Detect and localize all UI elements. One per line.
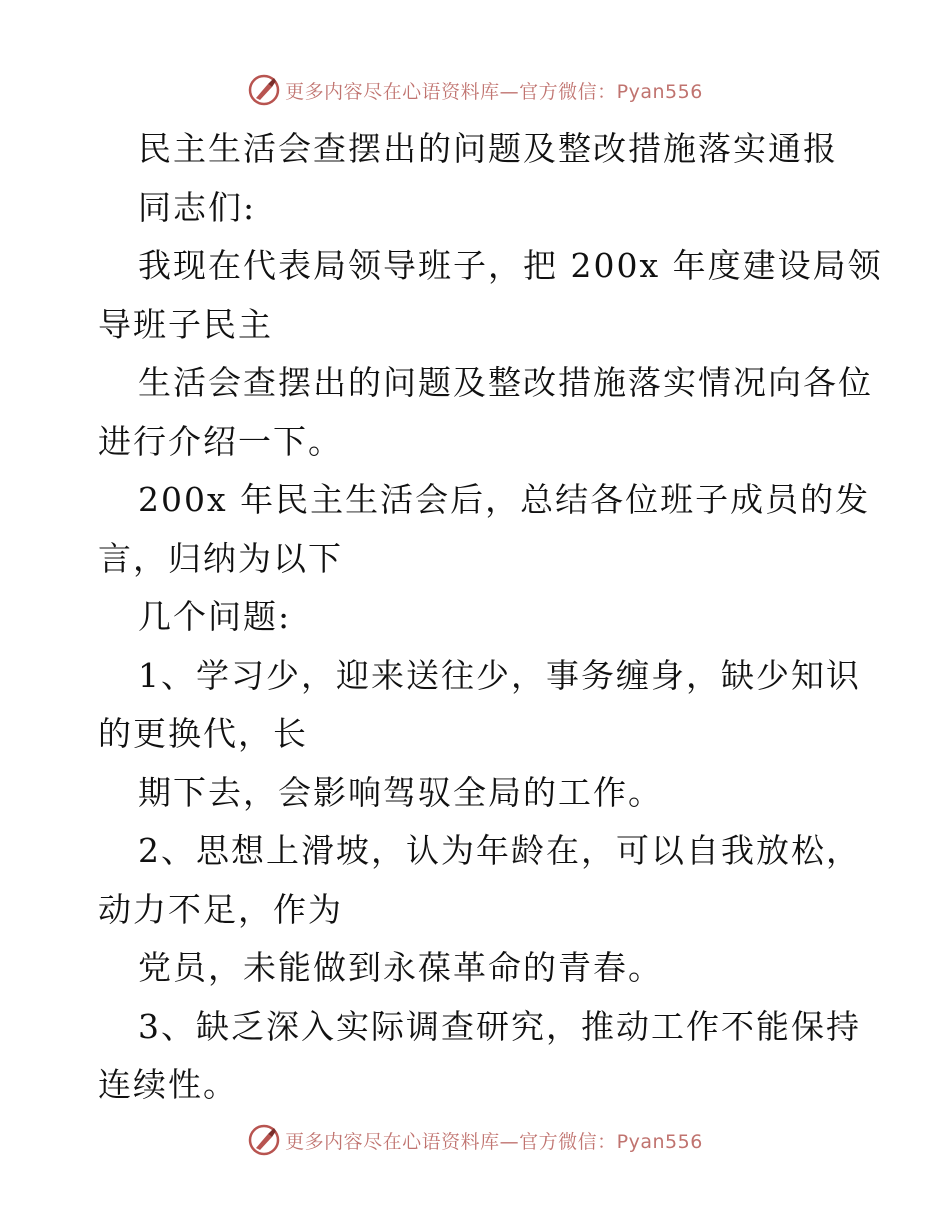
text-line: 民主生活会查摆出的问题及整改措施落实通报 (138, 129, 838, 168)
text-line: 1、学习少，迎来送往少，事务缠身，缺少知识 (138, 655, 861, 695)
text-line: 2、思想上滑坡，认为年龄在，可以自我放松， (138, 831, 861, 870)
banner-text: 更多内容尽在心语资料库—官方微信：Pyan556 (285, 1130, 703, 1153)
text-line: 连续性。 (98, 1065, 238, 1104)
text-line: 200x 年民主生活会后，总结各位班子成员的发 (138, 480, 871, 519)
document-body (98, 120, 883, 1115)
pen-logo-icon (247, 1123, 281, 1157)
header-banner (0, 70, 950, 110)
text-line: 导班子民主 (98, 304, 273, 344)
text-line: 进行介绍一下。 (98, 421, 343, 461)
text-line: 几个问题: (138, 597, 292, 636)
text-line: 同志们: (138, 187, 257, 227)
pen-logo-icon (247, 73, 281, 107)
text-line: 3、缺乏深入实际调查研究，推动工作不能保持 (138, 1006, 861, 1046)
text-line: 生活会查摆出的问题及整改措施落实情况向各位 (138, 363, 873, 402)
text-line: 动力不足，作为 (98, 889, 343, 929)
footer-banner (0, 1120, 950, 1160)
text-line: 言，归纳为以下 (98, 538, 343, 578)
text-line: 我现在代表局领导班子，把 200x 年度建设局领 (138, 246, 883, 285)
banner-text: 更多内容尽在心语资料库—官方微信：Pyan556 (285, 80, 703, 103)
text-line: 的更换代，长 (98, 714, 308, 753)
text-line: 党员，未能做到永葆革命的青春。 (138, 948, 663, 987)
text-line: 期下去，会影响驾驭全局的工作。 (138, 772, 663, 812)
